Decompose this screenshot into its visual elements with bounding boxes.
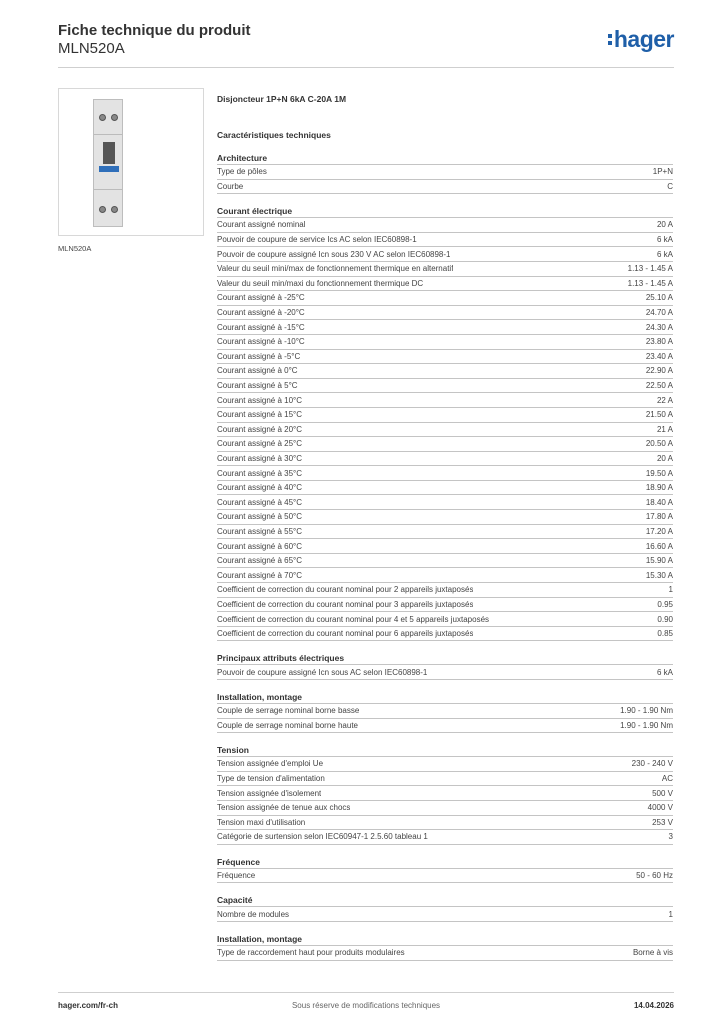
spec-label: Courant assigné à 30°C [217, 453, 303, 463]
product-name: Disjoncteur 1P+N 6kA C-20A 1M [217, 94, 347, 104]
characteristics-title: Caractéristiques techniques [217, 130, 331, 140]
spec-value: 24.30 A [645, 322, 673, 332]
spec-label: Coefficient de correction du courant nominal pour 6 appareils juxtaposés [217, 629, 474, 639]
section-title: Capacité [217, 895, 673, 907]
spec-label: Coefficient de correction du courant nominal pour 2 appareils juxtaposés [217, 585, 474, 595]
spec-row [217, 335, 673, 350]
spec-value: 500 V [652, 788, 673, 798]
spec-value: 20 A [656, 220, 673, 230]
spec-label: Courant assigné à -10°C [217, 337, 305, 347]
spec-label: Courant assigné à -15°C [217, 322, 305, 332]
footer-notice: Sous réserve de modifications techniques [291, 1001, 441, 1010]
spec-row [217, 719, 673, 734]
spec-table [217, 946, 673, 961]
spec-table [217, 757, 673, 845]
hager-logo [608, 26, 674, 52]
spec-row [217, 946, 673, 961]
spec-label: Courant assigné à 60°C [217, 541, 303, 551]
spec-label: Tension assignée de tenue aux chocs [217, 803, 351, 813]
spec-row [217, 801, 673, 816]
spec-value: 23.40 A [645, 351, 673, 361]
spec-value: 24.70 A [645, 308, 673, 318]
spec-value: 17.20 A [645, 526, 673, 536]
spec-value: 15.90 A [645, 556, 673, 566]
spec-value: 18.40 A [645, 497, 673, 507]
spec-row [217, 306, 673, 321]
spec-row [217, 772, 673, 787]
spec-value: 0.85 [657, 629, 673, 639]
spec-label: Valeur du seuil mini/max de fonctionnement thermique en alternatif [217, 264, 454, 274]
spec-row [217, 437, 673, 452]
spec-value: 1.90 - 1.90 Nm [620, 720, 673, 730]
spec-label: Coefficient de correction du courant nominal pour 3 appareils juxtaposés [217, 599, 474, 609]
spec-label: Tension maxi d'utilisation [217, 817, 306, 827]
spec-value: 21 A [656, 424, 673, 434]
spec-label: Pouvoir de coupure assigné Icn sous 230 V AC selon IEC60898-1 [217, 249, 451, 259]
spec-row [217, 539, 673, 554]
footer-website: hager.com/fr-ch [58, 1001, 119, 1010]
spec-table [217, 907, 673, 922]
spec-row [217, 291, 673, 306]
spec-label: Courant assigné à 15°C [217, 410, 303, 420]
spec-row [217, 408, 673, 423]
section-title: Installation, montage [217, 692, 673, 704]
spec-row [217, 350, 673, 365]
spec-value: 20.50 A [645, 439, 673, 449]
spec-content [217, 94, 673, 973]
spec-row [217, 583, 673, 598]
spec-label: Courant assigné à 25°C [217, 439, 303, 449]
spec-label: Type de pôles [217, 167, 267, 177]
spec-value: 253 V [652, 817, 673, 827]
spec-value: 15.30 A [645, 570, 673, 580]
spec-value: 23.80 A [645, 337, 673, 347]
spec-label: Couple de serrage nominal borne basse [217, 706, 360, 716]
document-title: Fiche technique du produit [58, 22, 251, 39]
spec-row [217, 180, 673, 195]
spec-row [217, 665, 673, 680]
spec-label: Nombre de modules [217, 909, 290, 919]
section-title: Installation, montage [217, 934, 673, 946]
spec-row [217, 495, 673, 510]
spec-row [217, 277, 673, 292]
spec-table [217, 218, 673, 641]
spec-row [217, 247, 673, 262]
spec-value: 1 [668, 909, 673, 919]
spec-value: 0.95 [657, 599, 673, 609]
spec-value: 22.50 A [645, 381, 673, 391]
spec-value: 1.13 - 1.45 A [627, 264, 673, 274]
spec-label: Tension assignée d'emploi Ue [217, 759, 324, 769]
spec-row [217, 568, 673, 583]
spec-value: 50 - 60 Hz [636, 871, 673, 881]
spec-row [217, 320, 673, 335]
product-image-caption: MLN520A [58, 244, 92, 253]
spec-row [217, 466, 673, 481]
spec-value: 18.90 A [645, 483, 673, 493]
spec-row [217, 554, 673, 569]
section-title: Tension [217, 745, 673, 757]
page-footer [58, 992, 674, 1012]
spec-row [217, 423, 673, 438]
spec-row [217, 510, 673, 525]
spec-value: 6 kA [656, 667, 673, 677]
spec-label: Courant assigné à 50°C [217, 512, 303, 522]
spec-value: 4000 V [647, 803, 673, 813]
spec-table [217, 869, 673, 884]
spec-label: Courant assigné à 70°C [217, 570, 303, 580]
spec-label: Courant assigné à 40°C [217, 483, 303, 493]
spec-label: Courant assigné à 45°C [217, 497, 303, 507]
spec-row [217, 786, 673, 801]
spec-value: 22.90 A [645, 366, 673, 376]
spec-value: 6 kA [656, 235, 673, 245]
spec-row [217, 525, 673, 540]
spec-label: Fréquence [217, 871, 256, 881]
spec-label: Type de tension d'alimentation [217, 774, 325, 784]
spec-value: 0.90 [657, 614, 673, 624]
section-title: Courant électrique [217, 206, 673, 218]
logo-text: hager [613, 25, 674, 52]
spec-row [217, 452, 673, 467]
spec-row [217, 757, 673, 772]
spec-value: 17.80 A [645, 512, 673, 522]
spec-label: Courant assigné à -25°C [217, 293, 305, 303]
section-title: Principaux attributs électriques [217, 653, 673, 665]
circuit-breaker-illustration [93, 99, 123, 227]
spec-label: Pouvoir de coupure de service Ics AC selon IEC60898-1 [217, 235, 417, 245]
spec-label: Couple de serrage nominal borne haute [217, 720, 358, 730]
spec-label: Courant assigné nominal [217, 220, 306, 230]
spec-value: 20 A [656, 453, 673, 463]
spec-value: 230 - 240 V [631, 759, 673, 769]
spec-label: Pouvoir de coupure assigné Icn sous AC selon IEC60898-1 [217, 667, 428, 677]
spec-row [217, 907, 673, 922]
spec-value: 1.13 - 1.45 A [627, 278, 673, 288]
spec-value: AC [661, 774, 673, 784]
spec-table [217, 665, 673, 680]
spec-label: Courant assigné à 0°C [217, 366, 298, 376]
spec-row [217, 627, 673, 642]
spec-value: C [667, 181, 673, 191]
spec-value: 6 kA [656, 249, 673, 259]
product-reference: MLN520A [58, 40, 125, 57]
spec-label: Courant assigné à -20°C [217, 308, 305, 318]
spec-label: Courbe [217, 181, 244, 191]
spec-label: Coefficient de correction du courant nominal pour 4 et 5 appareils juxtaposés [217, 614, 490, 624]
spec-value: 21.50 A [645, 410, 673, 420]
spec-label: Courant assigné à 20°C [217, 424, 303, 434]
spec-value: 16.60 A [645, 541, 673, 551]
spec-row [217, 481, 673, 496]
spec-row [217, 869, 673, 884]
spec-label: Tension assignée d'isolement [217, 788, 322, 798]
page-header [58, 22, 674, 68]
spec-label: Courant assigné à 65°C [217, 556, 303, 566]
spec-label: Catégorie de surtension selon IEC60947-1 2.5.60 tableau 1 [217, 832, 428, 842]
spec-value: 3 [668, 832, 673, 842]
spec-sections [217, 153, 673, 961]
spec-value: 25.10 A [645, 293, 673, 303]
spec-label: Courant assigné à 10°C [217, 395, 303, 405]
spec-label: Courant assigné à 35°C [217, 468, 303, 478]
spec-label: Valeur du seuil min/maxi du fonctionnement thermique DC [217, 278, 424, 288]
spec-row [217, 364, 673, 379]
spec-value: Borne à vis [632, 948, 673, 958]
spec-row [217, 262, 673, 277]
footer-date: 14.04.2026 [633, 1001, 674, 1010]
spec-value: 1.90 - 1.90 Nm [620, 706, 673, 716]
spec-value: 22 A [656, 395, 673, 405]
section-title: Architecture [217, 153, 673, 165]
spec-table [217, 704, 673, 733]
product-image [58, 88, 204, 236]
spec-label: Courant assigné à 55°C [217, 526, 303, 536]
spec-row [217, 233, 673, 248]
spec-value: 1P+N [652, 167, 673, 177]
section-title: Fréquence [217, 857, 673, 869]
spec-value: 1 [668, 585, 673, 595]
spec-row [217, 830, 673, 845]
spec-label: Courant assigné à -5°C [217, 351, 301, 361]
spec-label: Courant assigné à 5°C [217, 381, 298, 391]
spec-row [217, 218, 673, 233]
logo-dots-icon [608, 34, 612, 45]
spec-row [217, 704, 673, 719]
spec-table [217, 165, 673, 194]
spec-row [217, 612, 673, 627]
spec-row [217, 598, 673, 613]
spec-label: Type de raccordement haut pour produits modulaires [217, 948, 405, 958]
spec-row [217, 165, 673, 180]
spec-row [217, 379, 673, 394]
spec-value: 19.50 A [645, 468, 673, 478]
spec-row [217, 816, 673, 831]
spec-row [217, 393, 673, 408]
